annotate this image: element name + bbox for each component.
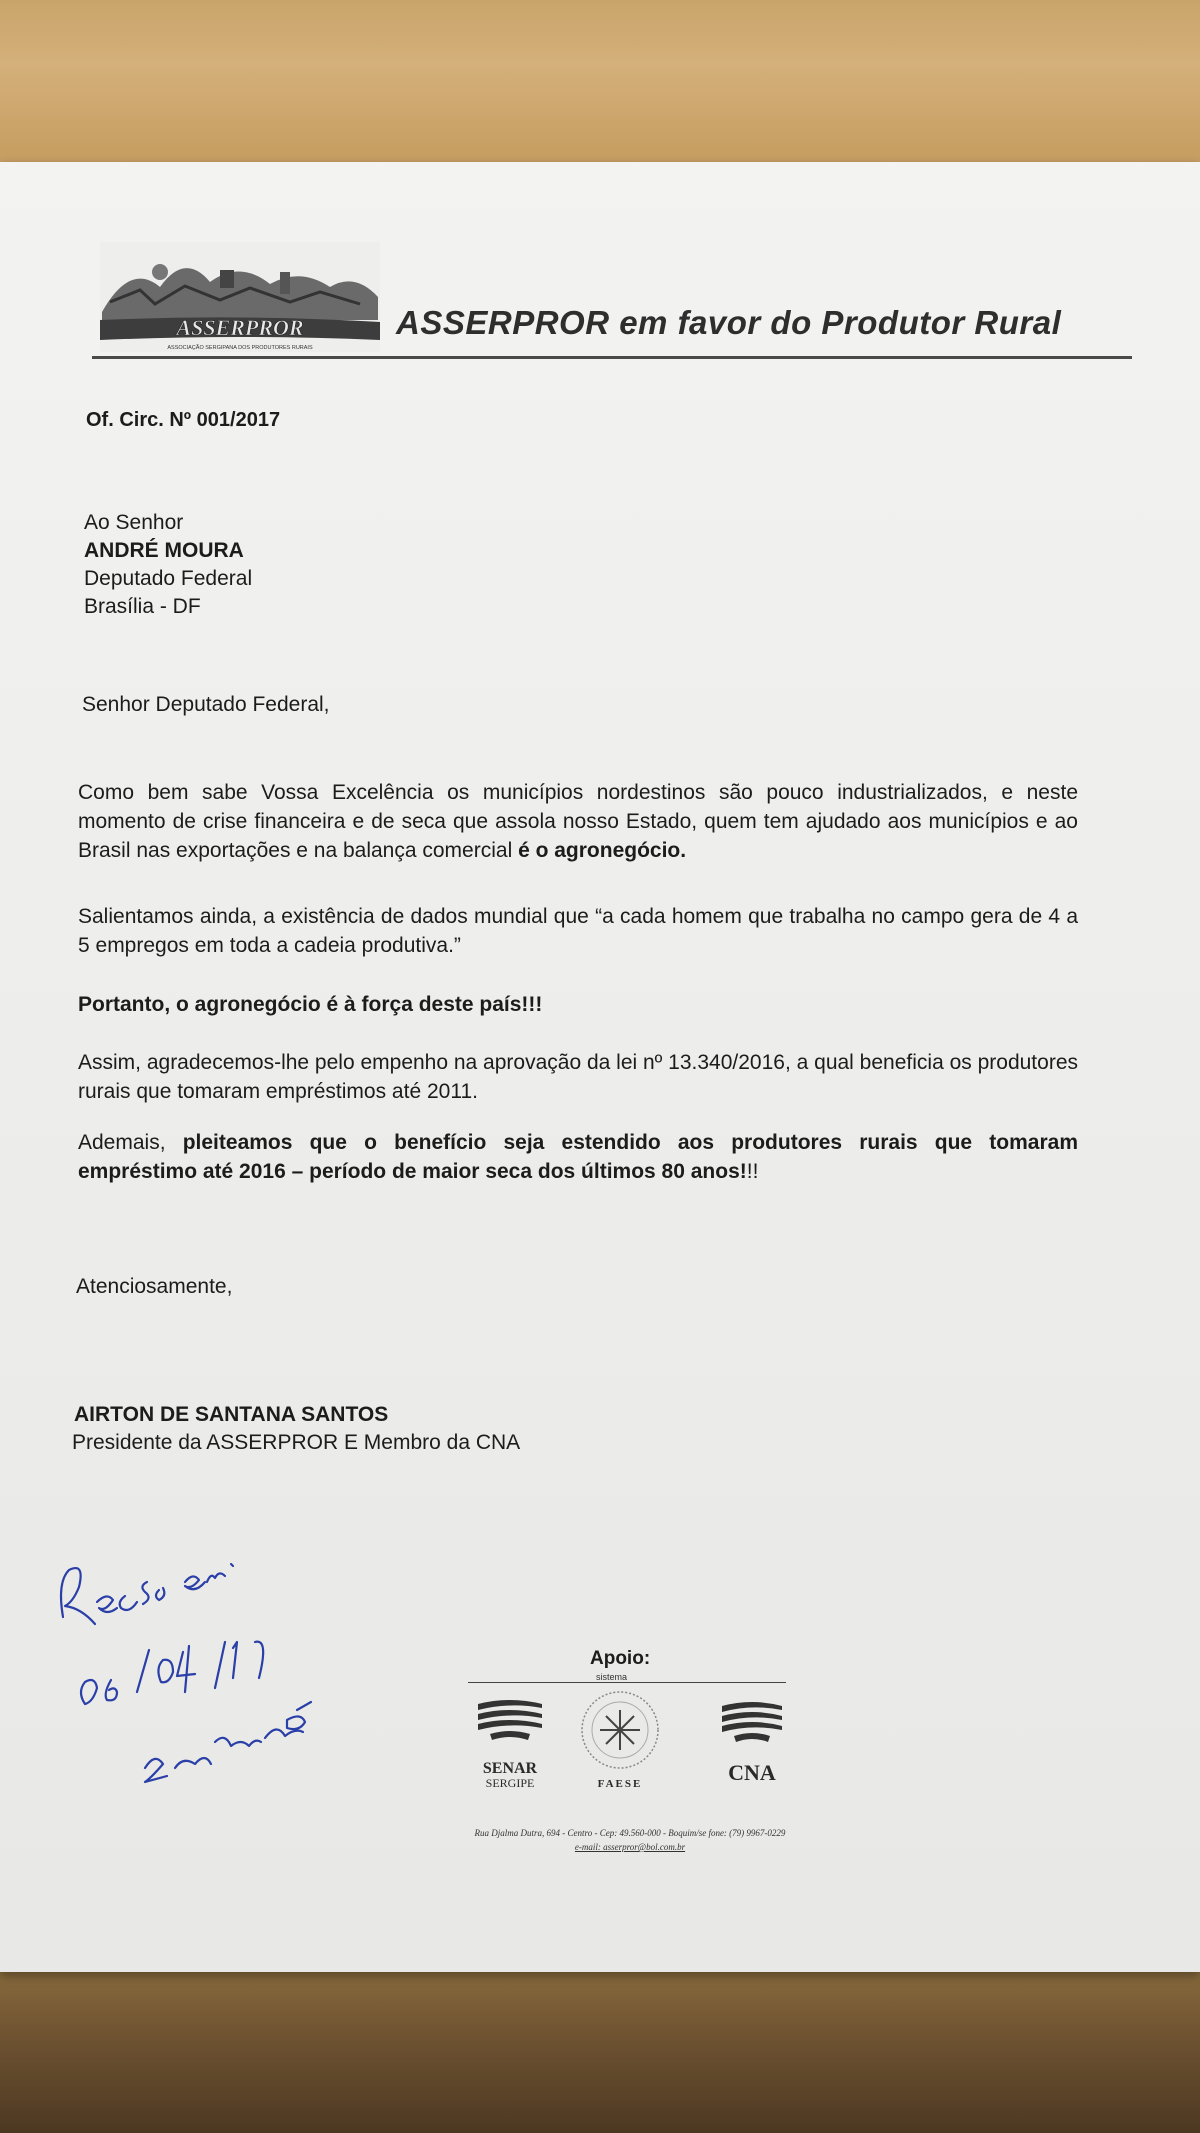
signatory-name: AIRTON DE SANTANA SANTOS: [74, 1403, 389, 1426]
table-surface: [0, 1960, 1200, 2133]
recipient-name: ANDRÉ MOURA: [84, 539, 244, 562]
footer-address: Rua Djalma Dutra, 694 - Centro - Cep: 49.560-000 - Boquim/se fone: (79) 9967-0229: [474, 1828, 786, 1838]
body-paragraph-5: [78, 1128, 1078, 1186]
body-paragraph-1: [78, 778, 1078, 865]
cna-logo-text: CNA: [728, 1760, 776, 1785]
body-paragraph-3: Portanto, o agronegócio é à força deste país!!!: [78, 993, 543, 1016]
signatory-role: Presidente da ASSERPROR E Membro da CNA: [72, 1431, 521, 1454]
p5-tail: !!: [746, 1160, 759, 1183]
p5-bold: pleiteamos que o benefício seja estendido aos produtores rurais que tomaram empréstimo até 2016 – período de maior seca dos últimos 80 anos!: [78, 1131, 1078, 1183]
greeting: Senhor Deputado Federal,: [82, 693, 330, 716]
p1-text: Como bem sabe Vossa Excelência os municípios nordestinos são pouco industrializados, e neste momento de crise financeira e de seca que assola nosso Estado, quem tem ajudado aos municípios e ao Brasil nas exportações e na balança comercial: [78, 781, 1078, 862]
letter-page: [0, 162, 1200, 1972]
footer-email: e-mail: asserpror@bol.com.br: [574, 1842, 686, 1852]
recipient-title: Deputado Federal: [84, 567, 253, 590]
document-reference: Of. Circ. Nº 001/2017: [86, 409, 281, 431]
faese-logo-text: FAESE: [597, 1778, 643, 1790]
senar-logo-subtext: SERGIPE: [485, 1776, 535, 1790]
body-paragraph-4: Assim, agradecemos-lhe pelo empenho na aprovação da lei nº 13.340/2016, a qual beneficia os produtores rurais que tomaram empréstimos até 2011.: [78, 1051, 1078, 1103]
handwritten-receipt-note: [55, 1542, 475, 1842]
senar-logo-text: SENAR: [482, 1760, 538, 1777]
support-label: Apoio:: [590, 1648, 651, 1669]
closing: Atenciosamente,: [76, 1275, 233, 1298]
letterhead-tagline: ASSERPROR em favor do Produtor Rural: [396, 304, 1062, 341]
letterhead-divider: [92, 356, 1132, 359]
svg-text:ASSERPROR: ASSERPROR: [176, 315, 304, 340]
body-paragraph-2: Salientamos ainda, a existência de dados mundial que “a cada homem que trabalha no campo gera de 4 a 5 empregos em toda a cadeia produtiva.”: [78, 905, 1078, 957]
recipient-location: Brasília - DF: [84, 595, 201, 618]
p1-bold: é o agronegócio.: [518, 839, 687, 862]
support-divider: [468, 1682, 786, 1683]
recipient-salutation: Ao Senhor: [84, 511, 184, 534]
sistema-label: sistema: [596, 1672, 628, 1682]
cna-logo-icon: [712, 1694, 792, 1754]
senar-logo-icon: [470, 1694, 550, 1754]
asserpror-logo: [100, 242, 380, 352]
faese-logo-icon: [578, 1688, 662, 1772]
svg-text:ASSOCIAÇÃO SERGIPANA DOS PRODU: ASSOCIAÇÃO SERGIPANA DOS PRODUTORES RURAIS: [167, 345, 313, 351]
p5-lead: Ademais,: [78, 1131, 183, 1154]
